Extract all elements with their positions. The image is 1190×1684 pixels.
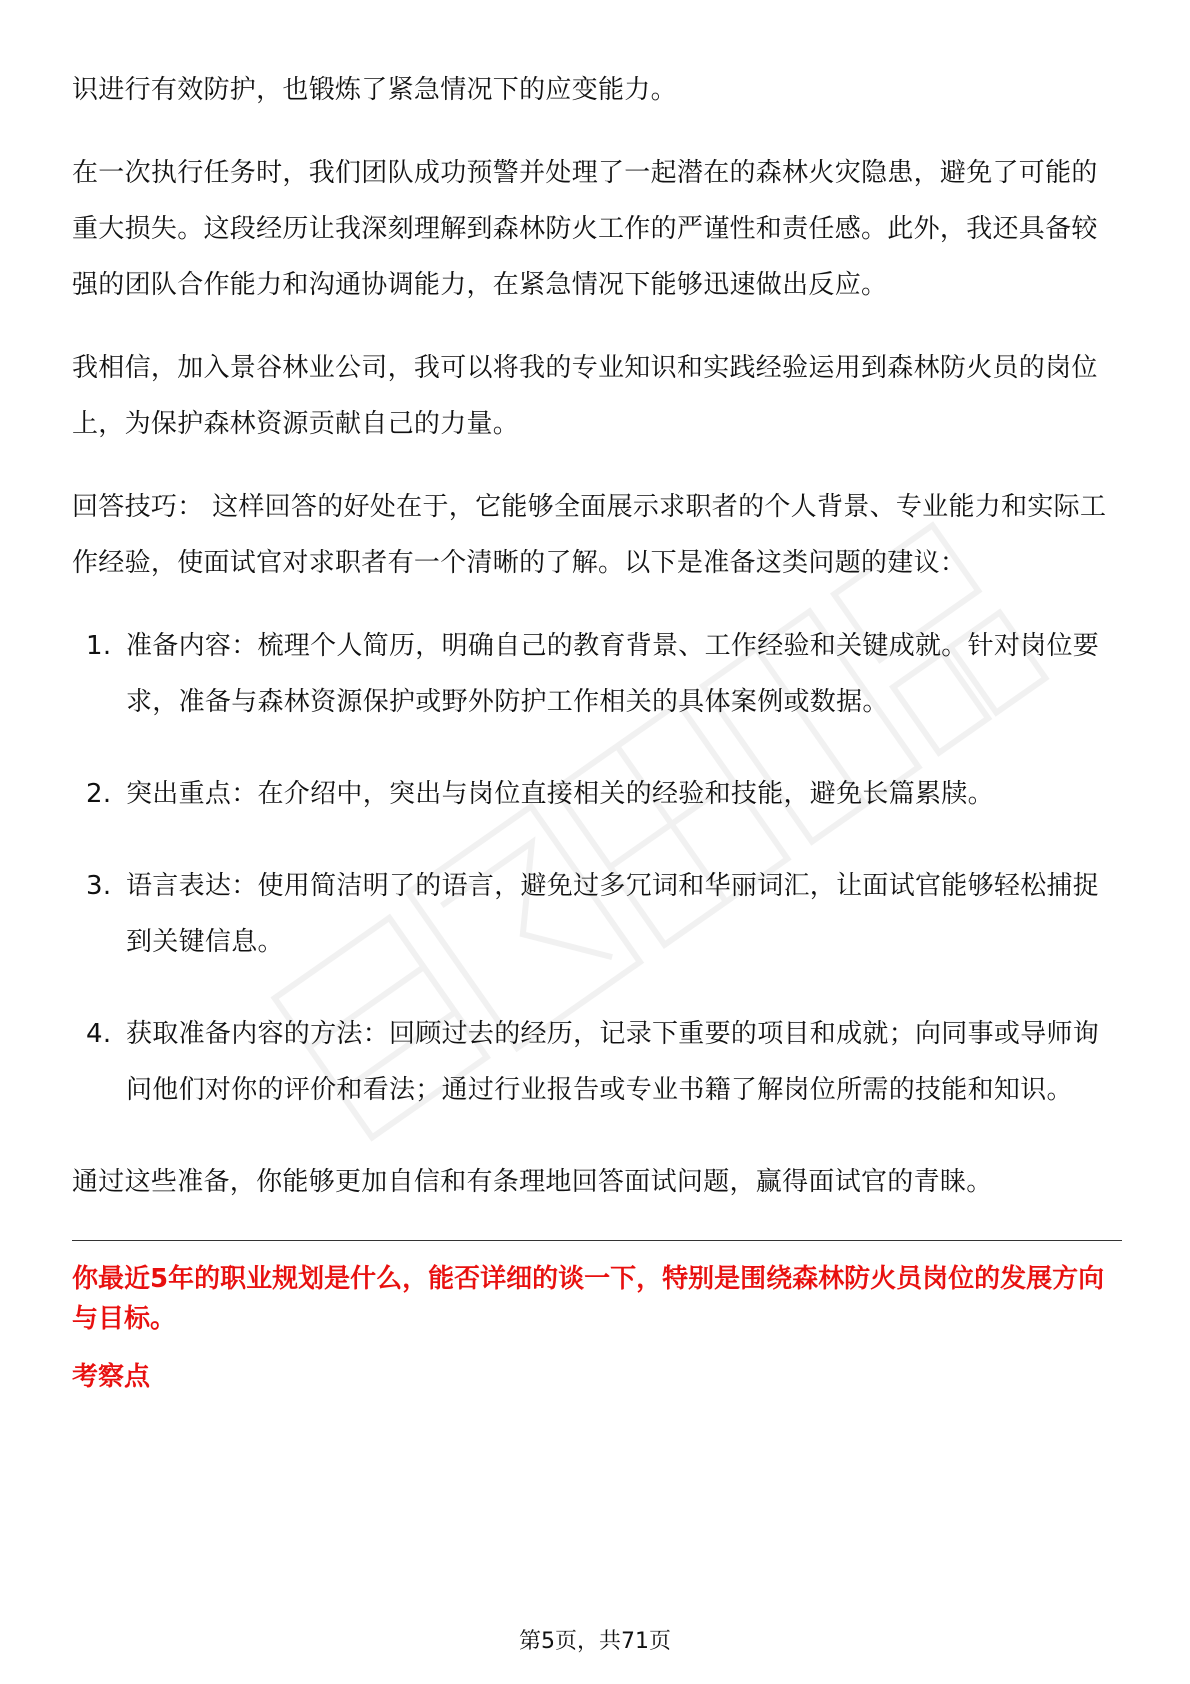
answer-tips-paragraph: 回答技巧： 这样回答的好处在于，它能够全面展示求职者的个人背景、专业能力和实际工作经验，使面试官对求职者有一个清晰的了解。以下是准备这类问题的建议： — [72, 492, 1107, 578]
list-text: 获取准备内容的方法：回顾过去的经历，记录下重要的项目和成就；向同事或导师询问他们对你的评价和看法；通过行业报告或专业书籍了解岗位所需的技能和知识。 — [126, 1019, 1100, 1105]
list-item — [72, 1006, 1122, 1118]
list-number: 1. — [86, 631, 112, 661]
list-text: 突出重点：在介绍中，突出与岗位直接相关的经验和技能，避免长篇累牍。 — [126, 779, 994, 809]
paragraph: 识进行有效防护，也锻炼了紧急情况下的应变能力。 — [72, 75, 677, 105]
list-number: 2. — [86, 779, 112, 809]
list-item — [72, 766, 1122, 822]
list-text: 准备内容：梳理个人简历，明确自己的教育背景、工作经验和关键成就。针对岗位要求，准备与森林资源保护或野外防护工作相关的具体案例或数据。 — [126, 631, 1100, 717]
paragraph: 我相信，加入景谷林业公司，我可以将我的专业知识和实践经验运用到森林防火员的岗位上，为保护森林资源贡献自己的力量。 — [72, 353, 1098, 439]
list-number: 3. — [86, 871, 112, 901]
page-footer: 第5页，共71页 — [519, 1629, 671, 1654]
section-heading: 考察点 — [72, 1362, 151, 1392]
paragraph: 在一次执行任务时，我们团队成功预警并处理了一起潜在的森林火灾隐患，避免了可能的重大损失。这段经历让我深刻理解到森林防火工作的严谨性和责任感。此外，我还具备较强的团队合作能力和沟通协调能力，在紧急情况下能够迅速做出反应。 — [72, 158, 1098, 300]
tips-list — [72, 618, 1122, 1118]
list-item — [72, 618, 1122, 730]
section-divider — [72, 1240, 1122, 1241]
list-text: 语言表达：使用简洁明了的语言，避免过多冗词和华丽词汇，让面试官能够轻松捕捉到关键信息。 — [126, 871, 1100, 957]
closing-paragraph: 通过这些准备，你能够更加自信和有条理地回答面试问题，赢得面试官的青睐。 — [72, 1167, 993, 1197]
list-item — [72, 858, 1122, 970]
list-number: 4. — [86, 1019, 112, 1049]
interview-question: 你最近5年的职业规划是什么，能否详细的谈一下，特别是围绕森林防火员岗位的发展方向与目标。 — [72, 1264, 1105, 1334]
document-body — [72, 62, 1122, 1397]
